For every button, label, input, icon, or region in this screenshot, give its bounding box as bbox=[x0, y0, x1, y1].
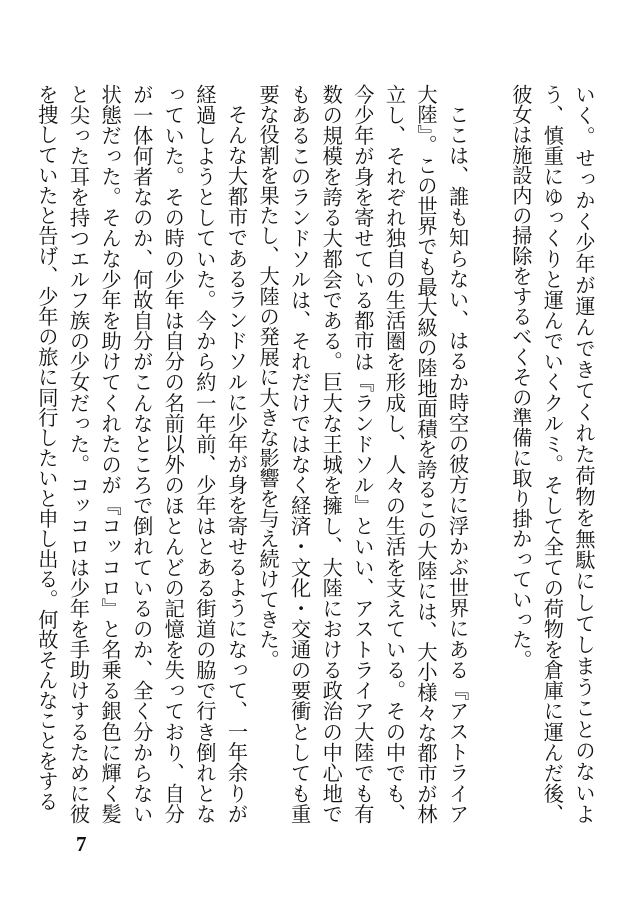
paragraph-astraea-continent: ここは、誰も知らない、はるか時空の彼方に浮かぶ世界にある『アストライア大陸』。この世界でも最大級の陸地面積を誇るこの大陸には、大小様々な都市が林立し、それぞれ独自の生活圏を形成し、人々の生活を支えている。その中でも、今少年が身を寄せている都市は『ランドソル』といい、アストライア大陸でも有数の規模を誇る大都会である。巨大な王城を擁し、大陸における政治の中心地でもあるこのランドソルは、それだけではなく経済・文化・交通の要衝としても重要な役割を果たし、大陸の発展に大きな影響を与え続けてきた。 bbox=[256, 84, 470, 824]
vertical-text-body bbox=[34, 84, 599, 824]
page-number: 7 bbox=[76, 832, 87, 856]
paragraph-continued: いく。せっかく少年が運んできてくれた荷物を無駄にしてしまうことのないよう、慎重にゆっくりと運んでいくクルミ。そして全ての荷物を倉庫に運んだ後、彼女は施設内の掃除をするべくその準備に取り掛かっていった。 bbox=[508, 84, 596, 824]
paragraph-landsol: そんな大都市であるランドソルに少年が身を寄せるようになって、一年余りが経過しようとしていた。今から約一年前、少年はとある街道の脇で行き倒れとなっていた。その時の少年は自分の名前以外のほとんどの記憶を失っており、自分が一体何者なのか、何故自分がこんなところで倒れているのか、全く分からない状態だった。そんな少年を助けてくれたのが『コッコロ』と名乗る銀色に輝く髪と尖った耳を持つエルフ族の少女だった。コッコロは少年を手助けするために彼を捜していたと告げ、少年の旅に同行したいと申し出る。何故そんなことをする bbox=[34, 84, 249, 824]
